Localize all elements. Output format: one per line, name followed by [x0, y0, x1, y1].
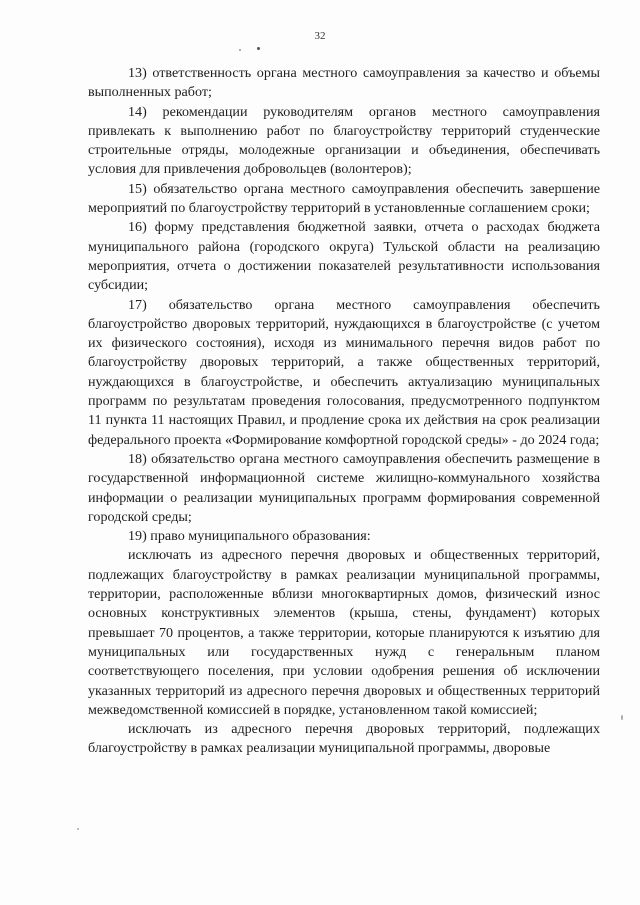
- scan-speck: [239, 49, 241, 51]
- paragraph-item-17: 17) обязательство органа местного самоуправления обеспечить благоустройство дворовых территорий, нуждающихся в благоустройстве (с учетом их физического состояния), исходя из минимального перечня видов работ по благоустройству дворовых территорий, а также общественных территорий, нуждающихся в благоустройстве, и обеспечить актуализацию муниципальных программ по результатам проведения голосования, предусмотренного подпунктом 11 пункта 11 настоящих Правил, и продление срока их действия на срок реализации федерального проекта «Формирование комфортной городской среды» - до 2024 года;: [88, 296, 600, 448]
- paragraph-item-16: 16) форму представления бюджетной заявки, отчета о расходах бюджета муниципального района (городского округа) Тульской области на реализацию мероприятия, отчета о достижении показателей результативности использования субсидии;: [88, 219, 600, 294]
- scan-speck: [257, 47, 260, 50]
- paragraph-right-exclude-courtyards: исключать из адресного перечня дворовых территорий, подлежащих благоустройству в рамках реализации муниципальной программы, дворовые: [88, 721, 600, 757]
- paragraph-item-19: 19) право муниципального образования:: [128, 528, 371, 545]
- scan-speck: [77, 828, 79, 830]
- paragraph-item-18: 18) обязательство органа местного самоуправления обеспечить размещение в государственной информационной системе жилищно-коммунального хозяйства информации о реализации муниципальных программ формирования современной городской среды;: [88, 450, 600, 525]
- document-body: [88, 64, 600, 759]
- scan-speck: [621, 715, 623, 720]
- paragraph-item-15: 15) обязательство органа местного самоуправления обеспечить завершение мероприятий по благоустройству территорий в установленные соглашением сроки;: [88, 180, 600, 217]
- page-number: 32: [314, 30, 326, 42]
- paragraph-right-exclude-territories: исключать из адресного перечня дворовых и общественных территорий, подлежащих благоустройству в рамках реализации муниципальной программы, территории, расположенные вблизи многоквартирных домов, физический износ основных конструктивных элементов (крыша, стены, фундамент) которых превышает 70 процентов, а также территории, которые планируются к изъятию для муниципальных или государственных нужд с генеральным планом соответствующего поселения, при условии одобрения решения об исключении указанных территорий из адресного перечня дворовых и общественных территорий межведомственной комиссией в порядке, установленном такой комиссией;: [88, 547, 600, 718]
- paragraph-item-14: 14) рекомендации руководителям органов местного самоуправления привлекать к выполнению работ по благоустройству территорий студенческие строительные отряды, молодежные организации и объединения, обеспечивать условия для привлечения добровольцев (волонтеров);: [88, 103, 600, 178]
- paragraph-item-13: 13) ответственность органа местного самоуправления за качество и объемы выполненных работ;: [88, 65, 600, 101]
